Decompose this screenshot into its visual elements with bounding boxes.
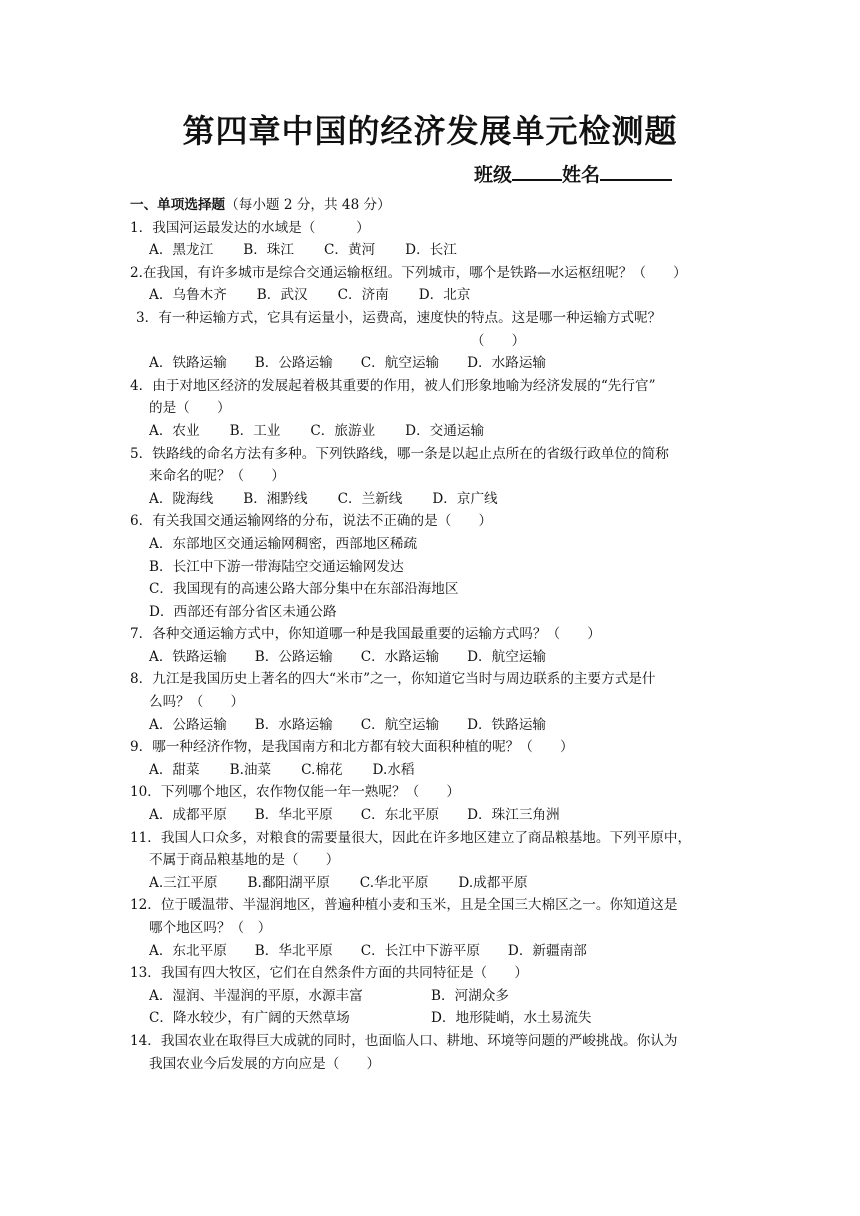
class-name-line <box>474 160 672 187</box>
options-9: A．甜菜 B.油菜 C.棉花 D.水稻 <box>149 761 415 778</box>
options-13ab: A．湿润、半湿润的平原，水源丰富 B．河湖众多 <box>149 987 509 1004</box>
question-14: 14．我国农业在取得巨大成就的同时，也面临人口、耕地、环境等问题的严峻挑战。你认为 <box>130 1032 678 1049</box>
question-5: 5．铁路线的命名方法有多种。下列铁路线，哪一条是以起止点所在的省级行政单位的简称 <box>130 445 669 462</box>
question-12-cont: 哪个地区吗？（ ） <box>149 920 272 936</box>
name-blank <box>600 161 672 181</box>
option-6d: D．西部还有部分省区未通公路 <box>149 603 337 620</box>
answer-paren-3: （ ） <box>470 332 526 349</box>
options-7: A．铁路运输 B．公路运输 C．水路运输 D．航空运输 <box>149 648 547 665</box>
options-3: A．铁路运输 B．公路运输 C．航空运输 D．水路运输 <box>149 355 547 372</box>
question-4: 4．由于对地区经济的发展起着极其重要的作用，被人们形象地喻为经济发展的“先行官” <box>130 377 656 394</box>
question-11: 11．我国人口众多，对粮食的需要量很大，因此在许多地区建立了商品粮基地。下列平原中， <box>130 829 692 846</box>
question-8-cont: 么吗？（ ） <box>149 694 245 711</box>
question-4-cont: 的是（ ） <box>149 400 231 417</box>
options-2: A．乌鲁木齐 B．武汉 C．济南 D．北京 <box>149 287 471 304</box>
question-11-cont: 不属于商品粮基地的是（ ） <box>149 852 340 869</box>
class-label: 班级 <box>474 164 513 186</box>
question-8: 8．九江是我国历史上著名的四大“米市”之一，你知道它当时与周边联系的主要方式是什 <box>130 671 656 688</box>
page-title: 第四章中国的经济发展单元检测题 <box>182 112 678 150</box>
option-6b: B．长江中下游一带海陆空交通运输网发达 <box>149 558 404 575</box>
question-6: 6．有关我国交通运输网络的分布，说法不正确的是（ ） <box>130 513 493 530</box>
question-13: 13．我国有四大牧区，它们在自然条件方面的共同特征是（ ） <box>130 965 528 982</box>
options-12: A．东北平原 B．华北平原 C．长江中下游平原 D．新疆南部 <box>149 942 587 959</box>
question-14-cont: 我国农业今后发展的方向应是（ ） <box>149 1055 381 1072</box>
section-heading: 一、单项选择题（每小题 2 分，共 48 分） <box>130 197 391 213</box>
question-10: 10．下列哪个地区，农作物仅能一年一熟呢？（ ） <box>130 784 460 801</box>
option-6a: A．东部地区交通运输网稠密，西部地区稀疏 <box>149 535 418 552</box>
class-blank <box>512 161 562 181</box>
options-4: A．农业 B．工业 C．旅游业 D．交通运输 <box>149 422 485 439</box>
options-5: A．陇海线 B．湘黔线 C．兰新线 D．京广线 <box>149 490 498 507</box>
options-13cd: C．降水较少，有广阔的天然草场 D．地形陡峭，水土易流失 <box>149 1010 592 1027</box>
options-1: A．黑龙江 B．珠江 C．黄河 D．长江 <box>149 242 457 259</box>
question-2: 2.在我国，有许多城市是综合交通运输枢纽。下列城市，哪个是铁路—水运枢纽呢？（ ） <box>130 264 687 281</box>
options-10: A．成都平原 B．华北平原 C．东北平原 D．珠江三角洲 <box>149 807 560 824</box>
options-8: A．公路运输 B．水路运输 C．航空运输 D．铁路运输 <box>149 716 547 733</box>
question-3: 3．有一种运输方式，它具有运量小，运费高，速度快的特点。这是哪一种运输方式呢？ <box>136 309 662 326</box>
question-1: 1．我国河运最发达的水域是（ ） <box>130 219 370 236</box>
question-list <box>130 194 736 1075</box>
option-6c: C．我国现有的高速公路大部分集中在东部沿海地区 <box>149 581 459 598</box>
question-12: 12．位于暖温带、半湿润地区，普遍种植小麦和玉米，且是全国三大棉区之一。你知道这是 <box>130 897 678 914</box>
question-9: 9．哪一种经济作物，是我国南方和北方都有较大面积种植的呢？（ ） <box>130 739 574 756</box>
options-11: A.三江平原 B.鄱阳湖平原 C.华北平原 D.成都平原 <box>149 874 528 891</box>
question-5-cont: 来命名的呢？（ ） <box>149 468 285 485</box>
name-label: 姓名 <box>562 164 601 186</box>
question-7: 7．各种交通运输方式中，你知道哪一种是我国最重要的运输方式吗？（ ） <box>130 626 601 643</box>
